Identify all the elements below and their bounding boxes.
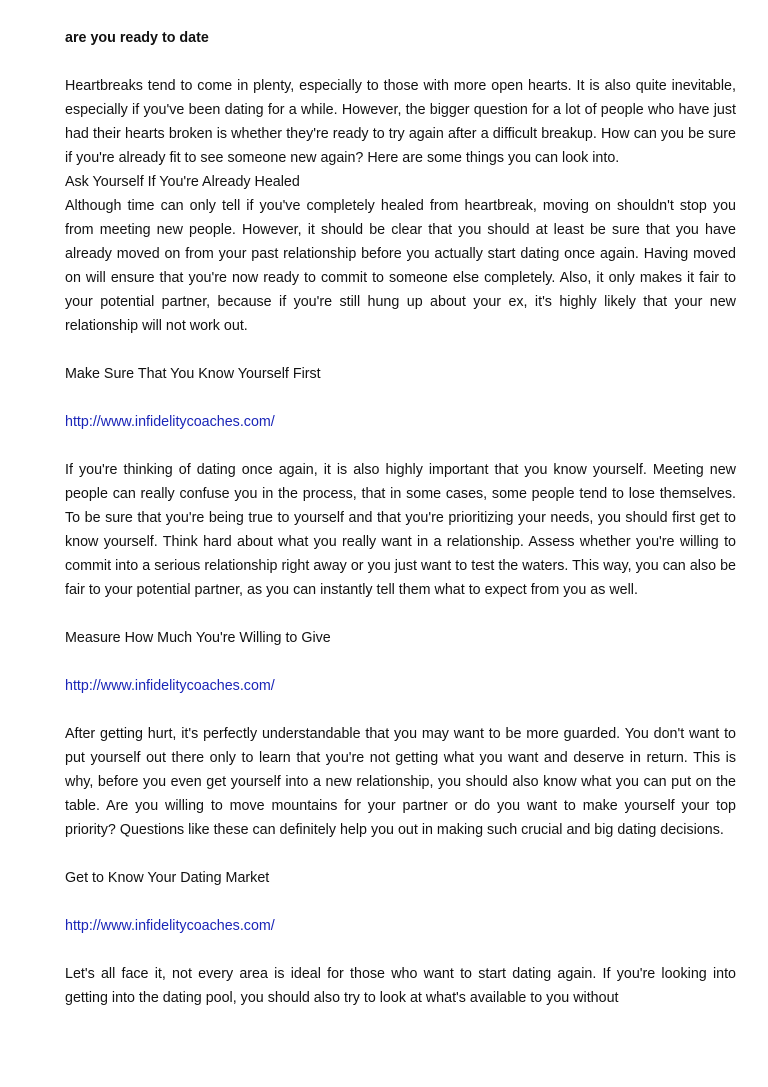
intro-paragraph: Heartbreaks tend to come in plenty, especially to those with more open hearts. It is also quite inevitable, especially if you've been dating for a while. However, the bigger question for a lot of people who have just had their hearts broken is whether they're ready to try again after a difficult breakup. How can you be sure if you're already fit to see someone new again? Here are some things you can look into. <box>65 78 736 166</box>
section-link-dating-market[interactable]: http://www.infidelitycoaches.com/ <box>65 918 275 934</box>
spacer <box>65 890 736 914</box>
section-body-healed: Although time can only tell if you've completely healed from heartbreak, moving on shouldn't stop you from meeting new people. However, it should be clear that you should at least be sure that you have already moved on from your past relationship before you actually start dating once again. Having moved on will ensure that you're now ready to commit to someone else completely. Also, it only makes it fair to your potential partner, because if you're still hung up about your ex, it's highly likely that your new relationship will not work out. <box>65 198 736 334</box>
section-heading-willing-to-give: Measure How Much You're Willing to Give <box>65 630 331 646</box>
section-body-dating-market: Let's all face it, not every area is ideal for those who want to start dating again. If you're looking into getting into the dating pool, you should also try to look at what's available to you without <box>65 966 736 1006</box>
section-heading-dating-market: Get to Know Your Dating Market <box>65 870 270 886</box>
section-body-willing-to-give: After getting hurt, it's perfectly understandable that you may want to be more guarded. You don't want to put yourself out there only to learn that you're not getting what you want and deserve in return. This is why, before you even get yourself into a new relationship, you should also know what you can put on the table. Are you willing to move mountains for your partner or do you want to make yourself your top priority? Questions like these can definitely help you out in making such crucial and big dating decisions. <box>65 726 736 838</box>
spacer <box>65 434 736 458</box>
document-page <box>65 26 736 1010</box>
spacer <box>65 386 736 410</box>
spacer <box>65 650 736 674</box>
spacer <box>65 938 736 962</box>
spacer <box>65 842 736 866</box>
section-body-know-yourself: If you're thinking of dating once again, it is also highly important that you know yourself. Meeting new people can really confuse you in the process, that in some cases, some people tend to lose themselves. To be sure that you're being true to yourself and that you're prioritizing your needs, you should first get to know yourself. Think hard about what you really want in a relationship. Assess whether you're willing to commit into a serious relationship right away or you just want to test the waters. This way, you can also be fair to your potential partner, as you can instantly tell them what to expect from you as well. <box>65 462 736 598</box>
section-link-know-yourself[interactable]: http://www.infidelitycoaches.com/ <box>65 414 275 430</box>
document-title: are you ready to date <box>65 30 209 46</box>
spacer <box>65 698 736 722</box>
section-heading-know-yourself: Make Sure That You Know Yourself First <box>65 366 321 382</box>
spacer <box>65 338 736 362</box>
section-heading-healed: Ask Yourself If You're Already Healed <box>65 174 300 190</box>
section-link-willing-to-give[interactable]: http://www.infidelitycoaches.com/ <box>65 678 275 694</box>
spacer <box>65 602 736 626</box>
